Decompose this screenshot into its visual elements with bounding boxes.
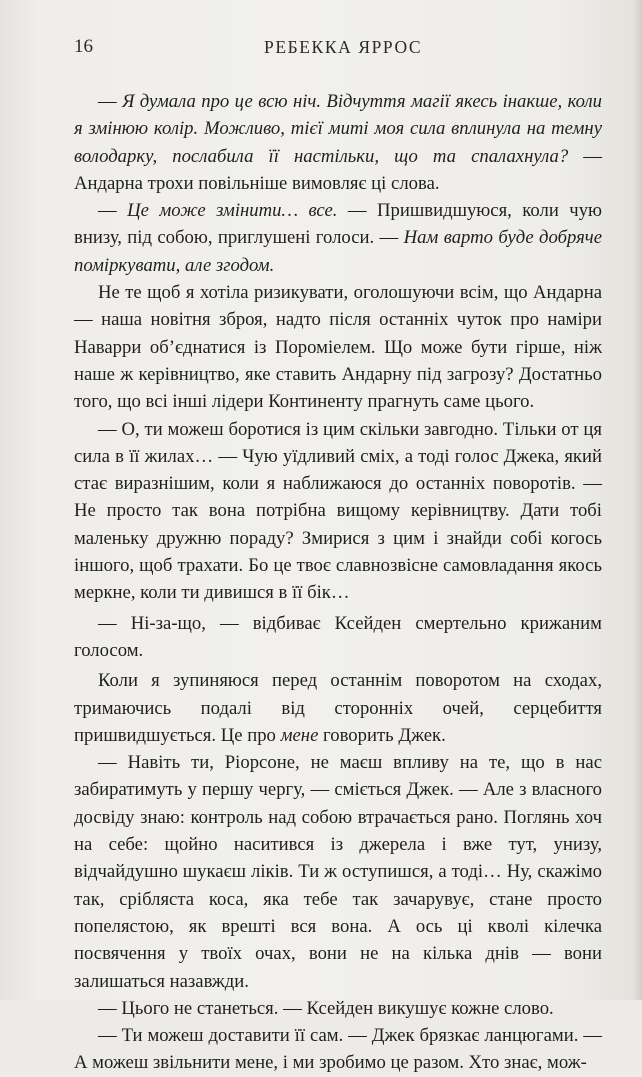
paragraph — [74, 667, 602, 749]
text-run: — Ти можеш доставити її сам. — Джек брязкає ланцюгами. — А можеш звільнити мене, і ми зробимо це разом. Хто знає, мож- — [74, 1025, 602, 1074]
paragraph — [74, 1022, 602, 1077]
running-head-author: РЕБЕККА ЯРРОС — [264, 37, 423, 57]
text-run: — Андарна трохи повільніше вимовляє ці слова. — [74, 145, 602, 194]
text-run: — О, ти можеш боротися із цим скільки завгодно. Тільки от ця сила в її жилах… — Чую уїдливий сміх, а тоді голос Джека, який стає виразнішим, коли я наближаюся до останніх поворотів. — Не просто так вона потрібна вищому керівництву. Дати тобі маленьку дружню пораду? Змирися з цим і знайди собі когось іншого, щоб трахати. Бо це твоє славнозвісне самовладання якось меркне, коли ти дивишся в її бік… — [74, 418, 602, 604]
paragraph — [74, 88, 602, 197]
italic-text-run: мене — [280, 724, 319, 746]
text-run: — Цього не станеться. — Ксейден викушує кожне слово. — [98, 997, 554, 1019]
text-run: — Ні-за-що, — відбиває Ксейден смертельно крижаним голосом. — [74, 612, 602, 661]
paragraph — [74, 995, 602, 1022]
text-run: Коли я зупиняюся перед останнім поворотом на сходах, тримаючись подалі від сторонніх очей, серцебиття пришвидшується. Це про — [74, 670, 602, 746]
italic-text-run: Я думала про це всю ніч. Відчуття магії якесь інакше, коли я змінюю колір. Можливо, тієї миті моя сила вплинула на темну володарку, послабила її настільки, що та спалахнула? — [74, 91, 603, 167]
paragraph — [74, 416, 602, 607]
paragraph — [74, 610, 602, 665]
page-number: 16 — [74, 36, 93, 57]
paragraph — [74, 749, 602, 995]
italic-text-run: Нам варто буде добряче поміркувати, але згодом. — [74, 227, 602, 276]
page-header — [74, 36, 602, 62]
paragraph — [74, 197, 602, 279]
text-run: — Пришвидшуюся, коли чую внизу, під собою, приглушені голоси. — — [74, 200, 602, 249]
text-run: говорить Джек. — [318, 724, 446, 746]
body-text — [74, 88, 602, 1077]
text-run: Не те щоб я хотіла ризикувати, оголошуючи всім, що Андарна — наша новітня зброя, надто після останніх чуток про наміри Наварри об’єднатися із Пороміелем. Що може бути гірше, ніж наше ж керівництво, яке ставить Андарну під загрозу? Достатньо того, що всі інші лідери Континенту прагнуть саме цього. — [74, 282, 602, 413]
text-run: — — [98, 200, 128, 222]
text-run: — Навіть ти, Ріорсоне, не маєш впливу на те, що в нас забиратимуть у першу чергу, — сміється Джек. — Але з власного досвіду знаю: контроль над собою втрачається рано. Поглянь хоч на себе: щойно наситився із джерела і вже тут, унизу, відчайдушно шукаєш ліків. Ти ж оступишся, а тоді… Ну, скажімо так, срібляста коса, яка тебе так зачарувує, стане просто попелястою, як врешті вся вона. А ось ці кволі кілечка посвячення у твоїх очах, вони не на кілька днів — вони залишаться назавжди. — [74, 752, 602, 992]
text-run: — — [98, 91, 123, 112]
page-edge-shadow — [632, 0, 642, 1000]
italic-text-run: Це може змінити… все. — [127, 200, 338, 222]
paragraph — [74, 279, 602, 415]
